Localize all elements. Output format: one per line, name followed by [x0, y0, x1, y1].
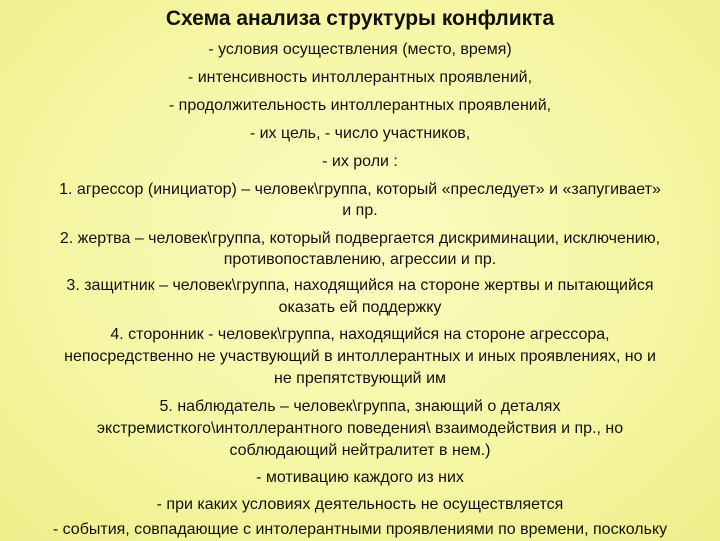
text-line: - события, совпадающие с интолерантными проявлениями по времени, поскольку: [52, 521, 668, 538]
text-line: оказать ей поддержку: [278, 299, 442, 316]
text-line: 1. агрессор (инициатор) – человек\группа, который «преследует» и «запугивает»: [59, 181, 661, 198]
text-line: - интенсивность интоллерантных проявлений,: [187, 69, 533, 86]
text-line: противопоставлению, агрессии и пр.: [223, 251, 497, 268]
text-line: и пр.: [342, 202, 378, 219]
text-line: - мотивацию каждого из них: [256, 469, 464, 486]
text-line: - их цель, - число участников,: [249, 125, 471, 142]
text-line: - продолжительность интоллерантных проявлений,: [168, 97, 552, 114]
text-line: - условия осуществления (место, время): [208, 41, 512, 58]
text-line: не препятствующий им: [273, 370, 446, 387]
text-line: соблюдающий нейтралитет в нем.): [229, 442, 491, 459]
slide-title: Схема анализа структуры конфликта: [165, 7, 555, 30]
text-line: непосредственно не участвующий в интоллерантных и иных проявлениях, но и: [64, 348, 656, 365]
text-line: 5. наблюдатель – человек\группа, знающий о деталях: [159, 398, 561, 415]
text-line: - их роли :: [322, 153, 398, 170]
text-line: экстремисткого\интоллерантного поведения\ взаимодействия и пр., но: [96, 420, 624, 437]
text-line: 3. защитник – человек\группа, находящийся на стороне жертвы и пытающийся: [66, 277, 654, 294]
text-line: 4. сторонник - человек\группа, находящийся на стороне агрессора,: [110, 326, 610, 343]
text-line: 2. жертва – человек\группа, который подвергается дискриминации, исключению,: [59, 230, 661, 247]
text-line: - при каких условиях деятельность не осуществляется: [156, 496, 564, 513]
